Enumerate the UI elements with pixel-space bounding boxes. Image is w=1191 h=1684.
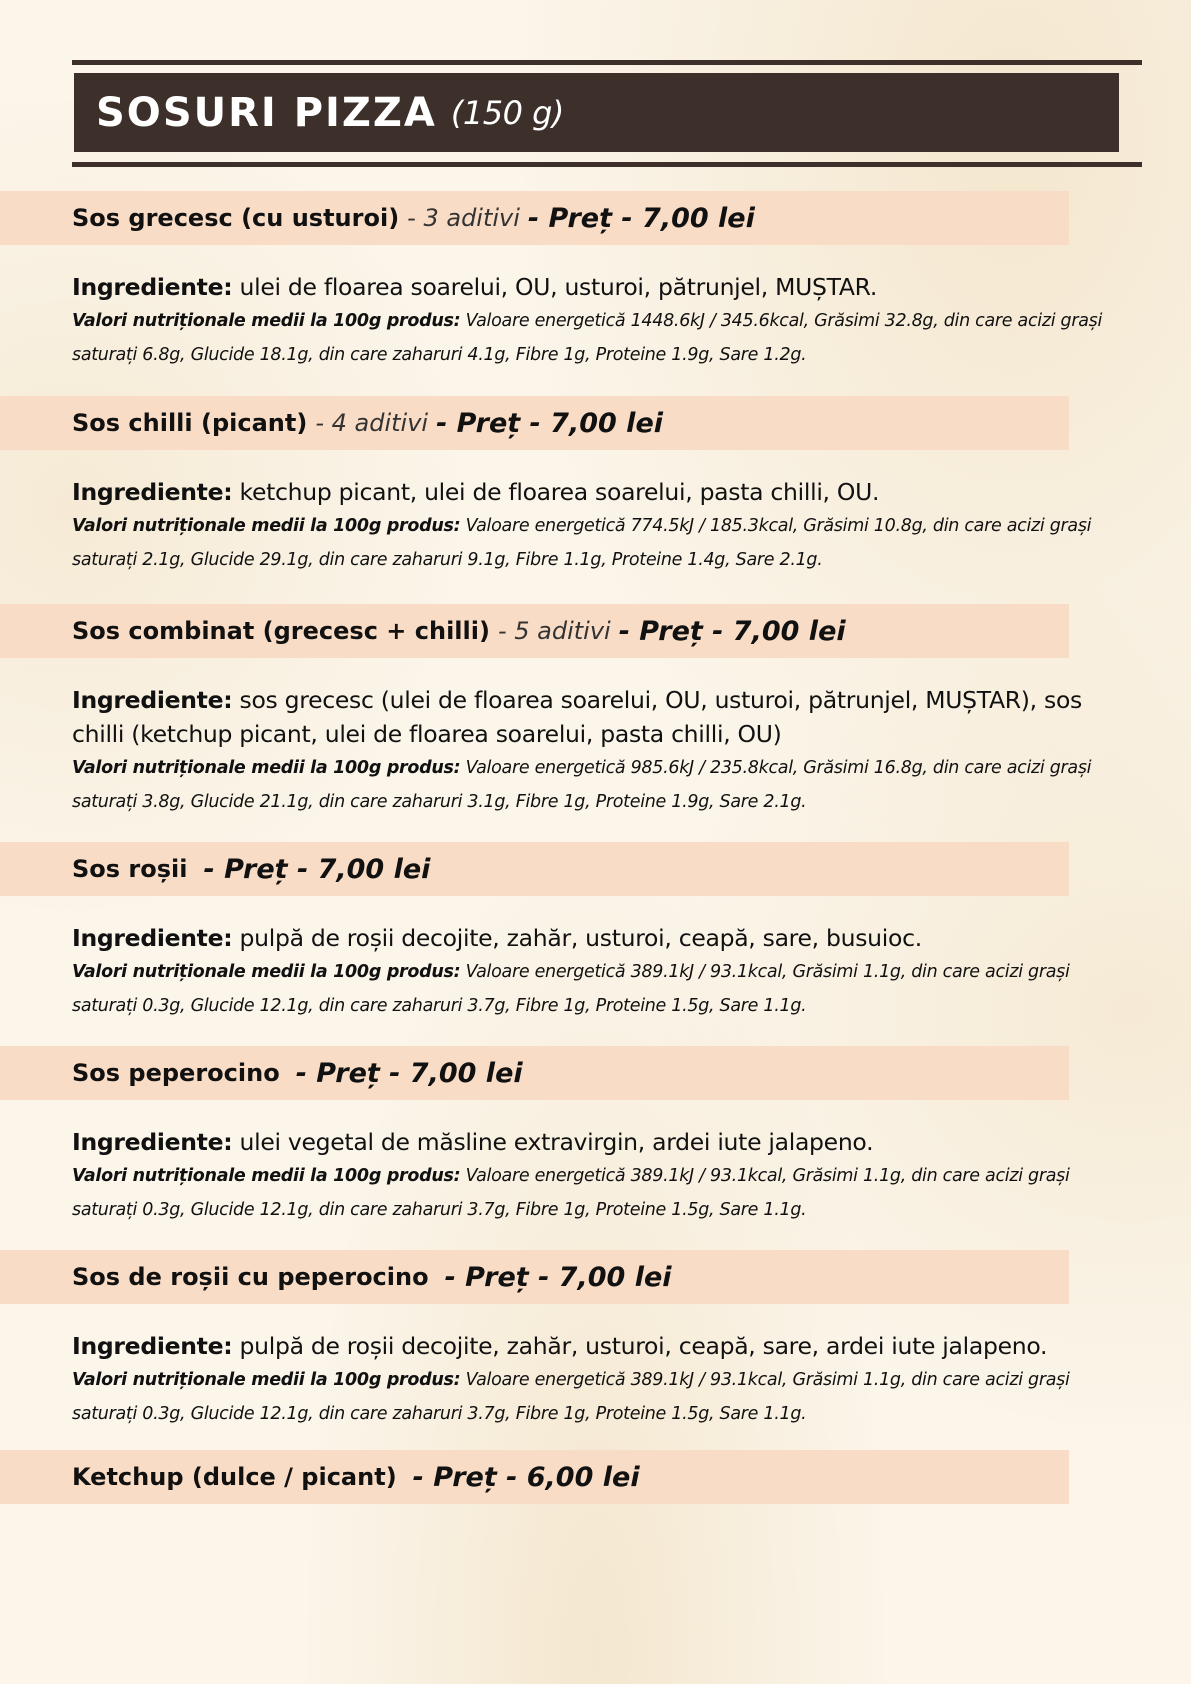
item-body xyxy=(0,658,1191,819)
menu-item-sos-peperocino xyxy=(0,1046,1191,1227)
item-ingredients xyxy=(72,270,1121,304)
item-ingredients xyxy=(72,1329,1121,1363)
item-name: Sos combinat (grecesc + chilli) xyxy=(72,617,490,645)
nutrition-label: Valori nutriționale medii la 100g produs: xyxy=(72,516,461,536)
ingredients-label: Ingrediente: xyxy=(72,686,233,714)
ingredients-text: pulpă de roșii decojite, zahăr, usturoi, ceapă, sare, ardei iute jalapeno. xyxy=(239,1332,1048,1360)
item-ingredients xyxy=(72,921,1121,955)
section-title: SOSURI PIZZA xyxy=(96,89,437,136)
header-rule-bottom xyxy=(72,162,1142,167)
item-price: - Preț - 6,00 lei xyxy=(412,1461,640,1493)
menu-item-ketchup xyxy=(0,1450,1191,1504)
item-additives: - 5 aditivi xyxy=(497,617,611,645)
ingredients-label: Ingrediente: xyxy=(72,1128,233,1156)
ingredients-text: ketchup picant, ulei de floarea soarelui, pasta chilli, OU. xyxy=(239,478,880,506)
nutrition-label: Valori nutriționale medii la 100g produs: xyxy=(72,758,461,778)
item-additives: - 4 aditivi xyxy=(315,409,429,437)
ingredients-label: Ingrediente: xyxy=(72,273,233,301)
item-nutrition xyxy=(72,1159,1121,1227)
ingredients-text: ulei vegetal de măsline extravirgin, ardei iute jalapeno. xyxy=(239,1128,874,1156)
menu-item-sos-rosii-peperocino xyxy=(0,1250,1191,1431)
ingredients-label: Ingrediente: xyxy=(72,1332,233,1360)
item-body xyxy=(0,1304,1191,1431)
item-name: Ketchup (dulce / picant) xyxy=(72,1463,397,1491)
item-name: Sos roșii xyxy=(72,855,188,883)
menu-item-sos-grecesc xyxy=(0,191,1191,372)
item-header xyxy=(0,396,1069,450)
item-header xyxy=(0,1450,1069,1504)
nutrition-label: Valori nutriționale medii la 100g produs: xyxy=(72,1166,461,1186)
portion-size: (150 g) xyxy=(450,93,564,132)
item-nutrition xyxy=(72,955,1121,1023)
item-nutrition xyxy=(72,751,1121,819)
item-price: - Preț - 7,00 lei xyxy=(527,202,755,234)
item-header xyxy=(0,1046,1069,1100)
ingredients-text: pulpă de roșii decojite, zahăr, usturoi, ceapă, sare, busuioc. xyxy=(239,924,922,952)
nutrition-text: Valoare energetică 985.6kJ / 235.8kcal, Grăsimi 16.8g, din care acizi grași saturați 3.8g, Glucide 21.1g, din care zaharuri 3.1g, Fibre 1g, Proteine 1.9g, Sare 2.1g. xyxy=(72,758,1092,812)
item-additives: - 3 aditivi xyxy=(407,204,520,232)
item-name: Sos de roșii cu peperocino xyxy=(72,1263,429,1291)
nutrition-label: Valori nutriționale medii la 100g produs: xyxy=(72,1370,461,1390)
item-header xyxy=(0,191,1069,245)
nutrition-text: Valoare energetică 389.1kJ / 93.1kcal, Grăsimi 1.1g, din care acizi grași saturați 0.3g, Glucide 12.1g, din care zaharuri 3.7g, Fibre 1g, Proteine 1.5g, Sare 1.1g. xyxy=(72,1166,1070,1220)
ingredients-text: ulei de floarea soarelui, OU, usturoi, pătrunjel, MUȘTAR. xyxy=(239,273,877,301)
item-ingredients xyxy=(72,1125,1121,1159)
item-price: - Preț - 7,00 lei xyxy=(618,615,846,647)
nutrition-label: Valori nutriționale medii la 100g produs: xyxy=(72,311,461,331)
menu-item-sos-rosii xyxy=(0,842,1191,1023)
item-body xyxy=(0,450,1191,577)
ingredients-label: Ingrediente: xyxy=(72,478,233,506)
item-header xyxy=(0,604,1069,658)
item-price: - Preț - 7,00 lei xyxy=(436,407,664,439)
item-price: - Preț - 7,00 lei xyxy=(444,1261,672,1293)
item-price: - Preț - 7,00 lei xyxy=(203,853,431,885)
item-name: Sos peperocino xyxy=(72,1059,280,1087)
item-nutrition xyxy=(72,304,1121,372)
item-name: Sos grecesc (cu usturoi) xyxy=(72,204,400,232)
item-body xyxy=(0,896,1191,1023)
nutrition-text: Valoare energetică 389.1kJ / 93.1kcal, Grăsimi 1.1g, din care acizi grași saturați 0.3g, Glucide 12.1g, din care zaharuri 3.7g, Fibre 1g, Proteine 1.5g, Sare 1.1g. xyxy=(72,962,1070,1016)
header-rule-top xyxy=(72,60,1142,65)
nutrition-label: Valori nutriționale medii la 100g produs: xyxy=(72,962,461,982)
item-header xyxy=(0,1250,1069,1304)
item-name: Sos chilli (picant) xyxy=(72,409,308,437)
nutrition-text: Valoare energetică 1448.6kJ / 345.6kcal, Grăsimi 32.8g, din care acizi grași saturați 6.8g, Glucide 18.1g, din care zaharuri 4.1g, Fibre 1g, Proteine 1.9g, Sare 1.2g. xyxy=(72,311,1103,365)
item-ingredients xyxy=(72,475,1121,509)
item-ingredients xyxy=(72,683,1121,751)
ingredients-text: sos grecesc (ulei de floarea soarelui, OU, usturoi, pătrunjel, MUȘTAR), sos chilli (ketchup picant, ulei de floarea soarelui, pasta chilli, OU) xyxy=(72,686,1082,748)
ingredients-label: Ingrediente: xyxy=(72,924,233,952)
item-body xyxy=(0,1100,1191,1227)
nutrition-text: Valoare energetică 774.5kJ / 185.3kcal, Grăsimi 10.8g, din care acizi grași saturați 2.1g, Glucide 29.1g, din care zaharuri 9.1g, Fibre 1.1g, Proteine 1.4g, Sare 2.1g. xyxy=(72,516,1092,570)
item-nutrition xyxy=(72,509,1121,577)
item-header xyxy=(0,842,1069,896)
item-nutrition xyxy=(72,1363,1121,1431)
menu-item-sos-combinat xyxy=(0,604,1191,819)
nutrition-text: Valoare energetică 389.1kJ / 93.1kcal, Grăsimi 1.1g, din care acizi grași saturați 0.3g, Glucide 12.1g, din care zaharuri 3.7g, Fibre 1g, Proteine 1.5g, Sare 1.1g. xyxy=(72,1370,1070,1424)
item-body xyxy=(0,245,1191,372)
menu-item-sos-chilli xyxy=(0,396,1191,577)
section-title-bar xyxy=(74,73,1119,152)
item-price: - Preț - 7,00 lei xyxy=(295,1057,523,1089)
